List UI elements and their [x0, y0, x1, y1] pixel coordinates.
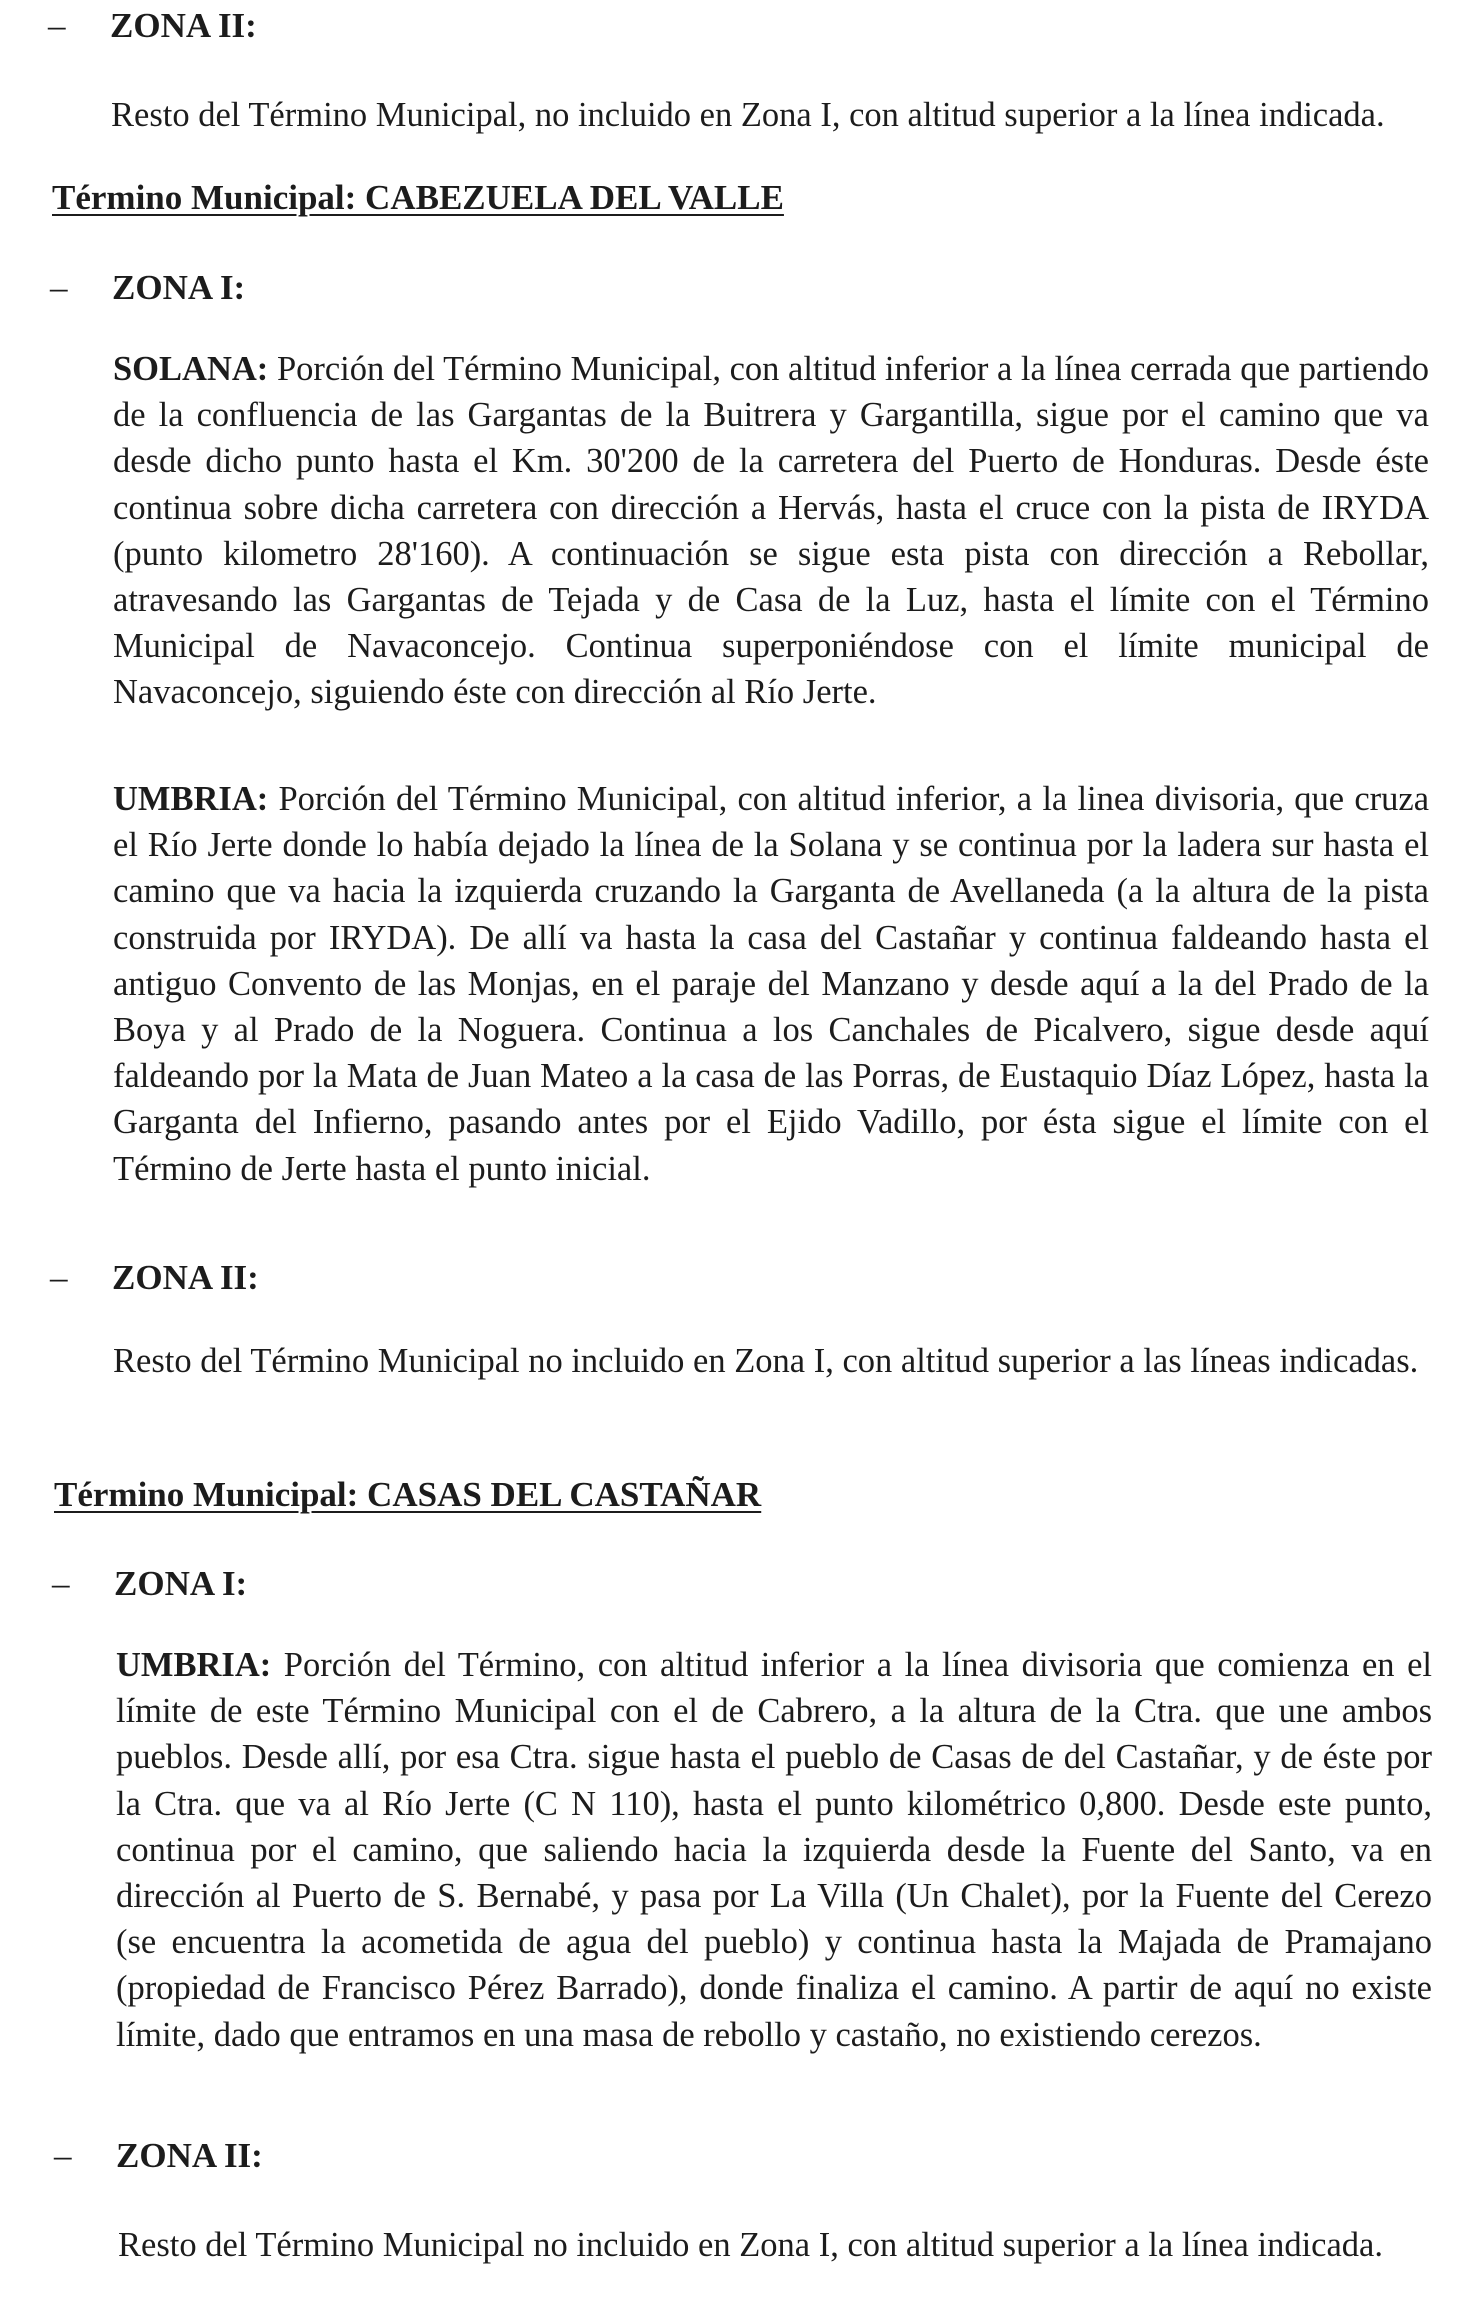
umbria-text: Porción del Término, con altitud inferior a la línea divisoria que comienza en el límite de este Término Municipal con el de Cabrero, a la altura de la Ctra. que une ambos pueblos. Desde allí, por esa Ctra. sigue hasta el pueblo de Casas de del Castañar, y de éste por la Ctra. que va al Río Jerte (C N 110), hasta el punto kilométrico 0,800. Desde este punto, continua por el camino, que saliendo hacia la izquierda desde la Fuente del Santo, va en dirección al Puerto de S. Bernabé, y pasa por La Villa (Un Chalet), por la Fuente del Cerezo (se encuentra la acometida de agua del pueblo) y continua hasta la Majada de Pramajano (propiedad de Francisco Pérez Barrado), donde finaliza el camino. A partir de aquí no existe límite, dado que entramos en una masa de rebollo y castaño, no existiendo cerezos.	[116, 1646, 1432, 2054]
zone-label: ZONA II:	[110, 6, 257, 45]
zone-label: ZONA I:	[112, 268, 246, 307]
solana-term: SOLANA:	[113, 350, 269, 388]
zona-ii-description: Resto del Término Municipal no incluido en Zona I, con altitud superior a las líneas indicadas.	[113, 1342, 1419, 1380]
zone-dash: –	[48, 6, 66, 45]
solana-paragraph	[113, 346, 1429, 716]
zone-label: ZONA I:	[114, 1564, 248, 1603]
zone-dash: –	[54, 2136, 72, 2175]
umbria-paragraph	[116, 1642, 1432, 2058]
umbria-term: UMBRIA:	[116, 1646, 272, 1684]
zona-ii-description: Resto del Término Municipal, no incluido en Zona I, con altitud superior a la línea indicada.	[111, 96, 1385, 134]
umbria-term: UMBRIA:	[113, 780, 269, 818]
zone-dash: –	[50, 268, 68, 307]
zona-i-heading	[52, 1564, 247, 1604]
zona-ii-heading	[54, 2136, 263, 2176]
zone-label: ZONA II:	[112, 1258, 259, 1297]
zona-ii-heading	[50, 1258, 259, 1298]
zona-i-heading	[50, 268, 245, 308]
zone-label: ZONA II:	[116, 2136, 263, 2175]
zona-ii-description: Resto del Término Municipal no incluido en Zona I, con altitud superior a la línea indicada.	[118, 2226, 1383, 2264]
umbria-text: Porción del Término Municipal, con altitud inferior, a la linea divisoria, que cruza el Río Jerte donde lo había dejado la línea de la Solana y se continua por la ladera sur hasta el camino que va hacia la izquierda cruzando la Garganta de Avellaneda (a la altura de la pista construida por IRYDA). De allí va hasta la casa del Castañar y continua faldeando hasta el antiguo Convento de las Monjas, en el paraje del Manzano y desde aquí a la del Prado de la Boya y al Prado de la Noguera. Continua a los Canchales de Picalvero, sigue desde aquí faldeando por la Mata de Juan Mateo a la casa de las Porras, de Eustaquio Díaz López, hasta la Garganta del Infierno, pasando antes por el Ejido Vadillo, por ésta sigue el límite con el Término de Jerte hasta el punto inicial.	[113, 780, 1430, 1188]
municipality-heading-casas: Término Municipal: CASAS DEL CASTAÑAR	[54, 1475, 762, 1514]
zone-dash: –	[52, 1564, 70, 1603]
zona-ii-heading	[48, 6, 257, 46]
solana-text: Porción del Término Municipal, con altitud inferior a la línea cerrada que partiendo de la confluencia de las Gargantas de la Buitrera y Gargantilla, sigue por el camino que va desde dicho punto hasta el Km. 30'200 de la carretera del Puerto de Honduras. Desde éste continua sobre dicha carretera con dirección a Hervás, hasta el cruce con la pista de IRYDA (punto kilometro 28'160). A continuación se sigue esta pista con dirección a Rebollar, atravesando las Gargantas de Tejada y de Casa de la Luz, hasta el límite con el Término Municipal de Navaconcejo. Continua superponiéndose con el límite municipal de Navaconcejo, siguiendo éste con dirección al Río Jerte.	[113, 350, 1430, 712]
umbria-paragraph	[113, 776, 1429, 1192]
municipality-heading-cabezuela: Término Municipal: CABEZUELA DEL VALLE	[52, 178, 784, 217]
zone-dash: –	[50, 1258, 68, 1297]
